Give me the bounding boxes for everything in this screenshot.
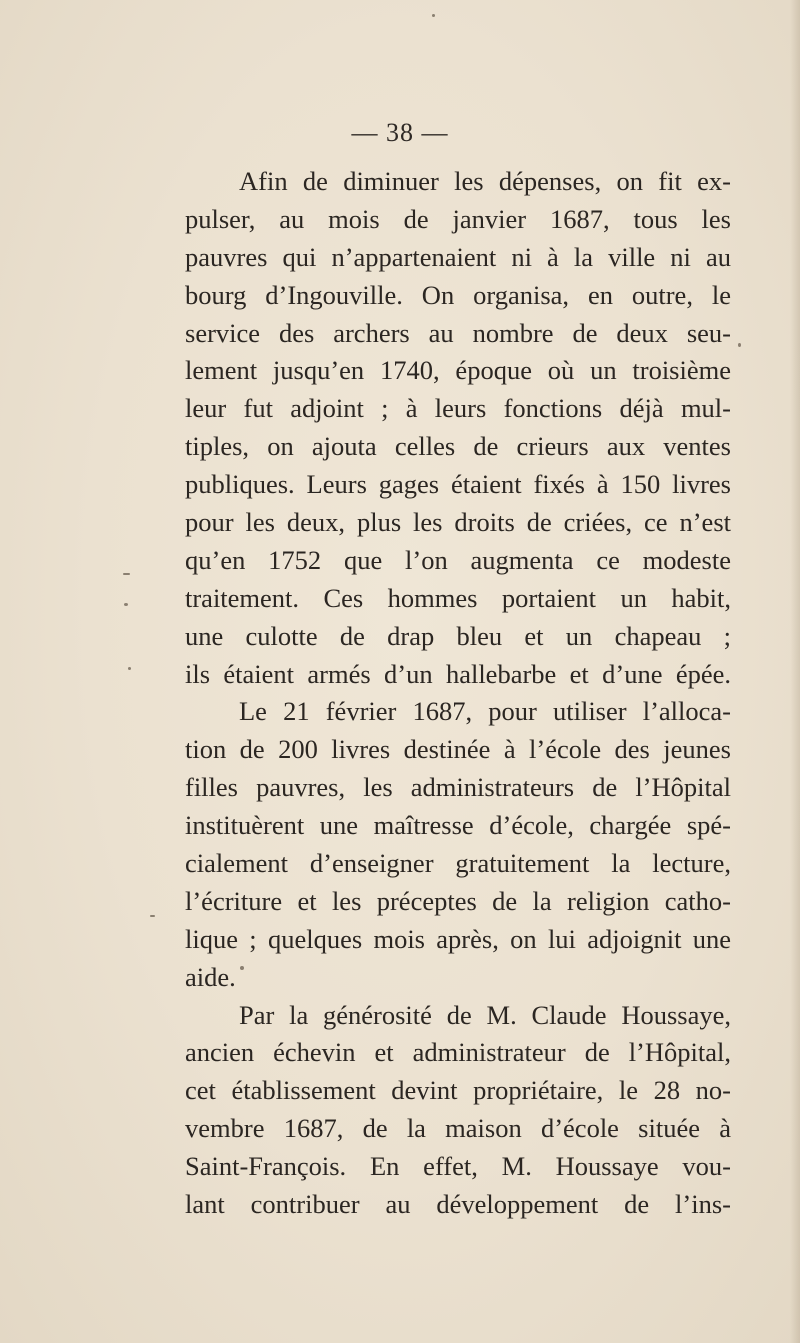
text-line: aide.: [185, 961, 236, 992]
text-line: ancien échevin et administrateur de l’Hôpital,: [185, 1037, 731, 1068]
paragraph-2: [185, 693, 731, 996]
text-line: pour les deux, plus les droits de criées, ce n’est: [185, 507, 731, 538]
text-line: lement jusqu’en 1740, époque où un troisième: [185, 355, 731, 386]
paper-speck: [128, 667, 131, 670]
paper-speck: [240, 966, 244, 970]
text-line: filles pauvres, les administrateurs de l’Hôpital: [185, 772, 731, 803]
body-text: [185, 163, 731, 1224]
page-edge-shadow: [790, 0, 800, 1343]
text-line: traitement. Ces hommes portaient un habit,: [185, 582, 731, 613]
text-line: service des archers au nombre de deux seu-: [185, 317, 731, 348]
paragraph-3: [185, 997, 731, 1224]
text-line: tion de 200 livres destinée à l’école des jeunes: [185, 734, 731, 765]
paper-speck: [124, 603, 128, 606]
paper-speck: [738, 343, 741, 347]
text-line: tiples, on ajouta celles de crieurs aux ventes: [185, 431, 731, 462]
text-line: pauvres qui n’appartenaient ni à la ville ni au: [185, 241, 731, 272]
text-line: Par la générosité de M. Claude Houssaye,: [239, 999, 731, 1030]
text-line: cialement d’enseigner gratuitement la lecture,: [185, 848, 731, 879]
paper-speck: [123, 573, 130, 575]
text-line: Le 21 février 1687, pour utiliser l’alloca-: [239, 696, 731, 727]
text-line: une culotte de drap bleu et un chapeau ;: [185, 620, 731, 651]
text-line: lant contribuer au développement de l’ins-: [185, 1189, 731, 1220]
paragraph-1: [185, 163, 731, 693]
text-line: lique ; quelques mois après, on lui adjoignit une: [185, 923, 731, 954]
text-line: ils étaient armés d’un hallebarbe et d’une épée.: [185, 658, 731, 689]
paper-speck: [150, 915, 155, 917]
text-line: publiques. Leurs gages étaient fixés à 150 livres: [185, 469, 731, 500]
text-line: bourg d’Ingouville. On organisa, en outre, le: [185, 279, 731, 310]
text-line: leur fut adjoint ; à leurs fonctions déjà mul-: [185, 393, 731, 424]
paper-speck: [432, 14, 435, 17]
text-line: l’écriture et les préceptes de la religion catho-: [185, 885, 731, 916]
page-number: — 38 —: [351, 118, 449, 147]
text-line: instituèrent une maîtresse d’école, chargée spé-: [185, 810, 731, 841]
text-line: vembre 1687, de la maison d’école située à: [185, 1113, 731, 1144]
text-line: qu’en 1752 que l’on augmenta ce modeste: [185, 544, 731, 575]
text-line: Saint-François. En effet, M. Houssaye vou-: [185, 1151, 731, 1182]
text-line: pulser, au mois de janvier 1687, tous les: [185, 203, 731, 234]
text-line: Afin de diminuer les dépenses, on fit ex-: [239, 166, 731, 196]
text-line: cet établissement devint propriétaire, le 28 no-: [185, 1075, 731, 1106]
